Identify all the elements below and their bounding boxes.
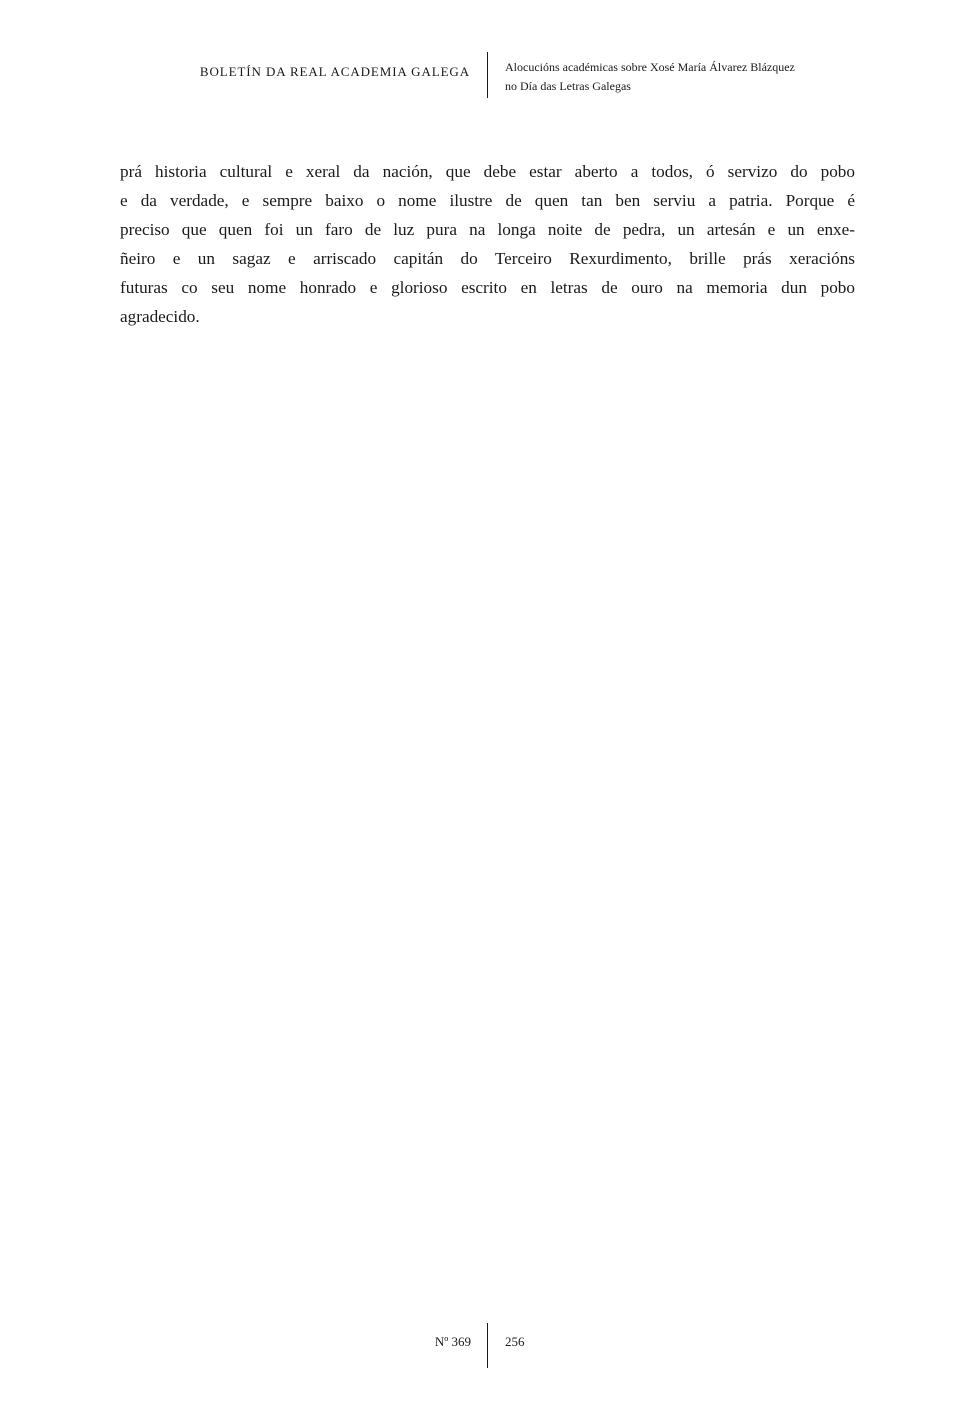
body-line-2: e da verdade, e sempre baixo o nome ilustre de quen tan ben serviu a patria. Porque é	[120, 191, 855, 210]
issue-number: Nº 369	[434, 1334, 471, 1349]
body-line-5: futuras co seu nome honrado e glorioso escrito en letras de ouro na memoria dun pobo	[120, 278, 855, 297]
section-title-line-2: no Día das Letras Galegas	[505, 79, 631, 93]
section-title	[505, 58, 865, 96]
section-title-line-1: Alocucións académicas sobre Xosé María Álvarez Blázquez	[505, 60, 795, 74]
page-number: 256	[505, 1334, 525, 1349]
body-line-1: prá historia cultural e xeral da nación, que debe estar aberto a todos, ó servizo do pobo	[120, 162, 855, 181]
body-line-3: preciso que quen foi un faro de luz pura na longa noite de pedra, un artesán e un enxe-	[120, 220, 855, 239]
body-line-6: agradecido.	[120, 307, 200, 326]
body-paragraph	[120, 157, 855, 331]
footer-divider	[487, 1323, 488, 1368]
body-line-4: ñeiro e un sagaz e arriscado capitán do Terceiro Rexurdimento, brille prás xeracións	[120, 249, 855, 268]
header-divider	[487, 52, 488, 98]
journal-title: BOLETÍN DA REAL ACADEMIA GALEGA	[199, 64, 470, 79]
